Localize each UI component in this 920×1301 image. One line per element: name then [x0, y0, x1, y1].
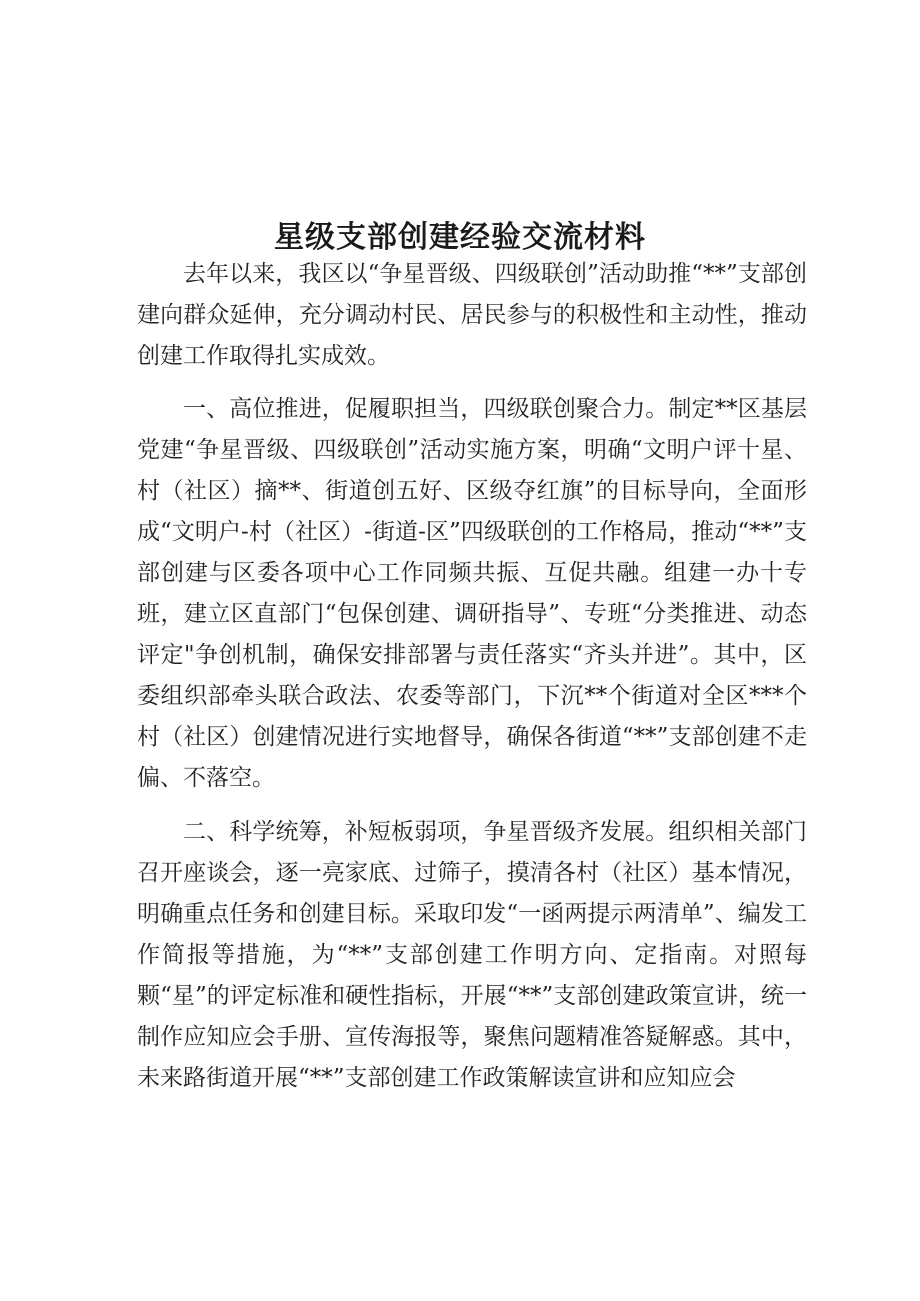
paragraph-intro: 去年以来，我区以“争星晋级、四级联创”活动助推“**”支部创建向群众延伸，充分调动村民、居民参与的积极性和主动性，推动创建工作取得扎实成效。 — [137, 261, 807, 369]
document-title: 星级支部创建经验交流材料 — [274, 220, 646, 256]
paragraph-section-two: 二、科学统筹，补短板弱项，争星晋级齐发展。组织相关部门召开座谈会，逐一亮家底、过筛子，摸清各村（社区）基本情况，明确重点任务和创建目标。采取印发“一函两提示两清单”、编发工作简报等措施，为“**”支部创建工作明方向、定指南。对照每颗“星”的评定标准和硬性指标，开展“**”支部创建政策宣讲，统一制作应知应会手册、宣传海报等，聚焦问题精准答疑解惑。其中，未来路街道开展“**”支部创建工作政策解读宣讲和应知应会 — [137, 819, 807, 1091]
paragraph-section-one: 一、高位推进，促履职担当，四级联创聚合力。制定**区基层党建“争星晋级、四级联创”活动实施方案，明确“文明户评十星、村（社区）摘**、街道创五好、区级夺红旗”的目标导向，全面形成“文明户-村（社区）-街道-区”四级联创的工作格局，推动“**”支部创建与区委各项中心工作同频共振、互促共融。组建一办十专班，建立区直部门“包保创建、调研指导”、专班“分类推进、动态评定"争创机制，确保安排部署与责任落实“齐头并进”。其中，区委组织部牵头联合政法、农委等部门，下沉**个街道对全区***个村（社区）创建情况进行实地督导，确保各街道“**”支部创建不走偏、不落空。 — [137, 396, 807, 791]
